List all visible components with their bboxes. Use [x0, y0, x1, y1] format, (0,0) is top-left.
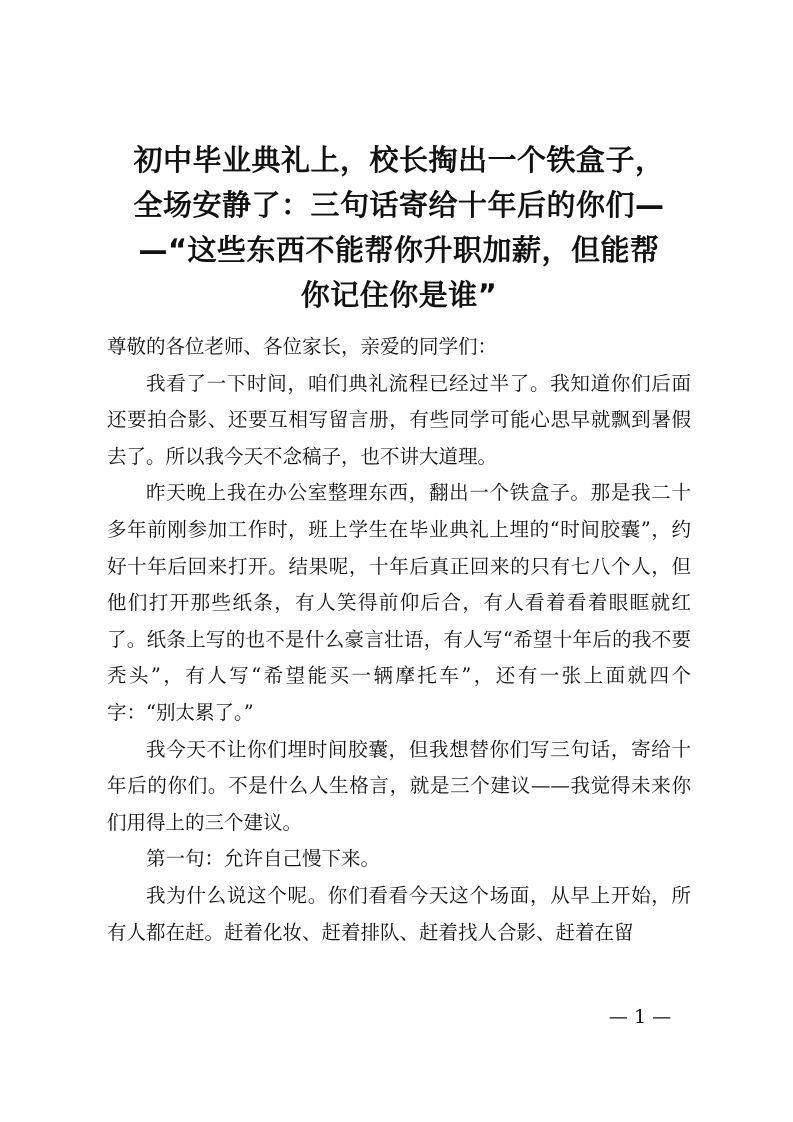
body-paragraph: 我为什么说这个呢。你们看看今天这个场面，从早上开始，所有人都在赶。赶着化妆、赶着排队、赶着找人合影、赶着在留	[107, 883, 691, 944]
body-paragraph: 我看了一下时间，咱们典礼流程已经过半了。我知道你们后面还要拍合影、还要互相写留言册，有些同学可能心思早就飘到暑假去了。所以我今天不念稿子，也不讲大道理。	[107, 371, 691, 468]
salutation: 尊敬的各位老师、各位家长，亲爱的同学们：	[107, 335, 498, 358]
body-paragraph: 第一句：允许自己慢下来。	[146, 847, 381, 871]
page-number: — 1 —	[608, 1006, 672, 1028]
body-paragraph: 昨天晚上我在办公室整理东西，翻出一个铁盒子。那是我二十多年前刚参加工作时，班上学生在毕业典礼上埋的“时间胶囊”，约好十年后回来打开。结果呢，十年后真正回来的只有七八个人，但他们打开那些纸条，有人笑得前仰后合，有人看着看着眼眶就红了。纸条上写的也不是什么豪言壮语，有人写“希望十年后的我不要秃头”，有人写“希望能买一辆摩托车”，还有一张上面就四个字：“别太累了。”	[107, 481, 691, 724]
title-line: 全场安静了：三句话寄给十年后的你们—	[133, 188, 665, 222]
title-line: 初中毕业典礼上，校长掏出一个铁盒子，	[133, 143, 665, 177]
document-title	[104, 138, 694, 318]
body-paragraph: 我今天不让你们埋时间胶囊，但我想替你们写三句话，寄给十年后的你们。不是什么人生格言，就是三个建议——我觉得未来你们用得上的三个建议。	[107, 737, 691, 834]
title-line: 你记住你是谁”	[300, 278, 498, 312]
document-body	[107, 329, 691, 951]
title-line: —“这些东西不能帮你升职加薪，但能帮	[138, 233, 660, 267]
